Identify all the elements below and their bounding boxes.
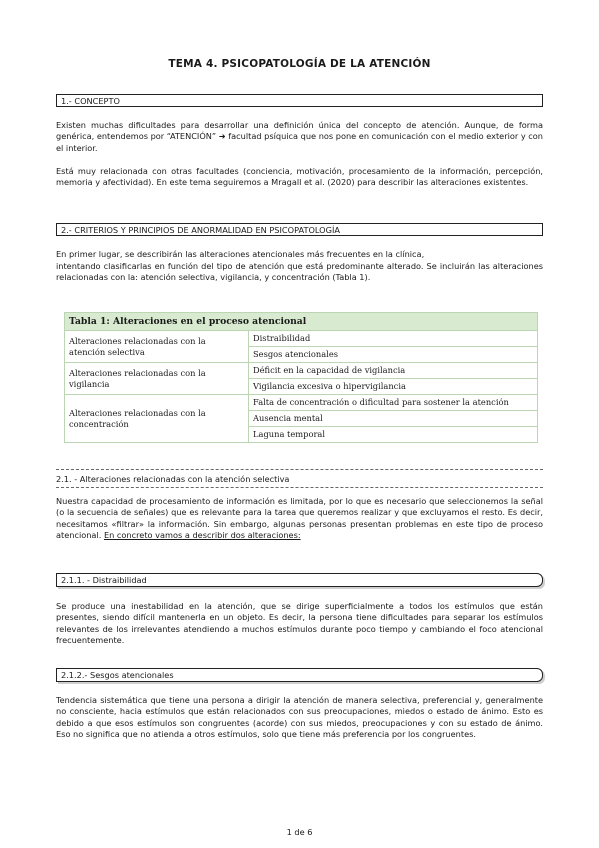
table-row [65, 363, 538, 379]
table-group-label: Alteraciones relacionadas con la concentración [65, 395, 249, 443]
paragraph-sesgos: Tendencia sistemática que tiene una persona a dirigir la atención de manera selectiva, preferencial y, generalmente no consciente, hacia estímulos que están relacionados con sus preocupaciones, miedos o estado de ánimo. Esto es debido a que esos estímulos son congruentes (acorde) con sus miedos, preocupaciones y con su estado de ánimo. Eso no significa que no atienda a otros estímulos, solo que tiene más preferencia por los congruentes. [56, 695, 543, 740]
divider-top [56, 469, 543, 470]
table-cell: Sesgos atencionales [249, 347, 538, 363]
paragraph-concepto-2: Está muy relacionada con otras facultades (conciencia, motivación, procesamiento de la información, percepción, memoria y afectividad). En este tema seguiremos a Mragall et al. (2020) para describir las alteraciones existentes. [56, 166, 543, 188]
paragraph-criterios-line1: En primer lugar, se describirán las alteraciones atencionales más frecuentes en la clínica, [56, 249, 425, 259]
table-row [65, 395, 538, 411]
paragraph-criterios-rest: intentando clasificarlas en función del tipo de atención que está predominante alterado. Se incluirán las alteraciones relacionadas con la: atención selectiva, vigilancia, y concentración (Tabla 1). [56, 261, 543, 283]
section-heading-criterios: 2.- CRITERIOS Y PRINCIPIOS DE ANORMALIDAD EN PSICOPATOLOGÍA [56, 223, 543, 236]
divider-bottom [56, 487, 543, 488]
page-title: TEMA 4. PSICOPATOLOGÍA DE LA ATENCIÓN [168, 58, 431, 70]
alteraciones-table [64, 312, 538, 443]
table-cell: Falta de concentración o dificultad para sostener la atención [249, 395, 538, 411]
paragraph-concepto-1: Existen muchas dificultades para desarrollar una definición única del concepto de atención. Aunque, de forma genérica, entendemos por “ATENCIÓN” ➜ facultad psíquica que nos pone en comunicación con el medio exterior y con el interior. [56, 120, 543, 153]
table-caption: Tabla 1: Alteraciones en el proceso atencional [65, 313, 538, 331]
table-group-label: Alteraciones relacionadas con la atención selectiva [65, 331, 249, 363]
paragraph-distraibilidad: Se produce una inestabilidad en la atención, que se dirige superficialmente a todos los estímulos que están presentes, siendo difícil mantenerla en un objeto. Es decir, la persona tiene dificultades para separar los estímulos relevantes de los irrelevantes atendiendo a muchos estímulos durante poco tiempo y cambiando el foco atencional frecuentemente. [56, 601, 543, 646]
table-group-label: Alteraciones relacionadas con la vigilancia [65, 363, 249, 395]
table-cell: Vigilancia excesiva o hipervigilancia [249, 379, 538, 395]
paragraph-text: Nuestra capacidad de procesamiento de información es limitada, por lo que es necesario que seleccionemos la señal (o la secuencia de señales) que es relevante para la tarea que queremos realizar y que excluyamos el resto. Es decir, necesitamos «filtrar» la información. Sin embargo, algunas personas presentan problemas en este tipo de proceso atencional. [56, 496, 543, 541]
underlined-text: En concreto vamos a describir dos alteraciones: [103, 530, 301, 541]
table-cell: Ausencia mental [249, 411, 538, 427]
section-heading-sesgos: 2.1.2.- Sesgos atencionales [56, 668, 543, 682]
table-cell: Distraibilidad [249, 331, 538, 347]
table-cell: Déficit en la capacidad de vigilancia [249, 363, 538, 379]
section-heading-distraibilidad: 2.1.1. - Distraibilidad [56, 573, 543, 587]
table-row [65, 331, 538, 347]
table-cell: Laguna temporal [249, 427, 538, 443]
page-number: 1 de 6 [286, 827, 313, 837]
paragraph-atencion-selectiva [56, 496, 543, 542]
section-heading-concepto: 1.- CONCEPTO [56, 94, 543, 107]
section-heading-atencion-selectiva: 2.1. - Alteraciones relacionadas con la atención selectiva [56, 474, 290, 484]
